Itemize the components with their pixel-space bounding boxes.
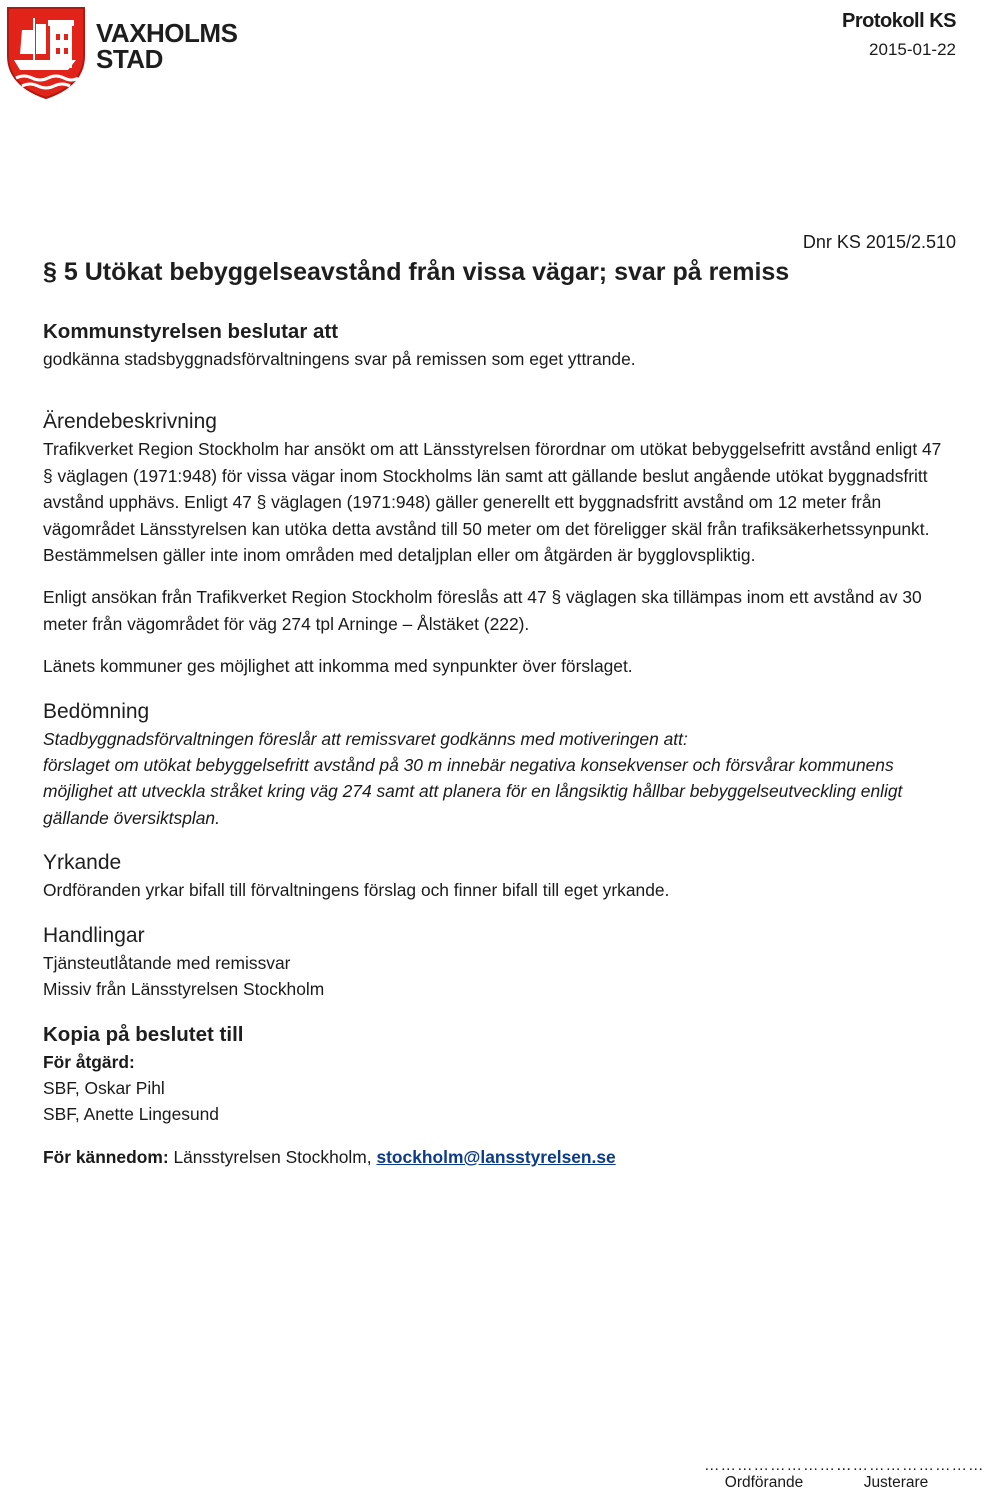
arende-heading: Ärendebeskrivning	[43, 410, 217, 434]
document-type: Protokoll KS	[841, 10, 956, 32]
arende-paragraph-2: Enligt ansökan från Trafikverket Region Stockholm föreslås att 47 § väglagen ska tillämpas inom ett avstånd av 30 meter från vägområdet för väg 274 tpl Arninge – Ålstäket (222).	[43, 587, 922, 634]
signature-role: Justerare	[863, 1474, 929, 1491]
kannedom-label: För kännedom:	[43, 1146, 169, 1167]
signature-line: ………………………	[836, 1457, 985, 1474]
atgard-item: SBF, Oskar Pihl	[43, 1077, 165, 1098]
atgard-label: För åtgärd:	[43, 1051, 135, 1072]
signature-role: Ordförande	[724, 1474, 804, 1491]
coat-of-arms-icon	[4, 4, 88, 100]
yrkande-heading: Yrkande	[43, 851, 122, 875]
kopia-heading: Kopia på beslutet till	[43, 1022, 244, 1046]
arende-paragraph-3: Länets kommuner ges möjlighet att inkomma med synpunkter över förslaget.	[43, 656, 633, 677]
logo-line-1: VAXHOLMS	[96, 18, 238, 48]
decision-text: godkänna stadsbyggnadsförvaltningens svar på remissen som eget yttrande.	[43, 349, 636, 369]
bedomning-heading: Bedömning	[43, 699, 150, 723]
decision-heading: Kommunstyrelsen beslutar att	[43, 320, 339, 343]
atgard-item: SBF, Anette Lingesund	[43, 1104, 219, 1125]
yrkande-text: Ordföranden yrkar bifall till förvaltningens förslag och finner bifall till eget yrkande.	[43, 880, 670, 901]
arende-paragraph-1: Trafikverket Region Stockholm har ansökt om att Länsstyrelsen förordnar om utökat bebyggelsefritt avstånd enligt 47 § väglagen (1971:948) för vissa vägar inom Stockholms län samt att gällande beslut angående utökat byggnadsfritt avstånd upphävs. Enligt 47 § väglagen (1971:948) gäller generellt ett byggnadsfritt avstånd om 12 meter från vägområdet Länsstyrelsen kan utöka detta avstånd till 50 meter om det föreligger skäl från trafiksäkerhetssynpunkt. Bestämmelsen gäller inte inom områden med detaljplan eller om åtgärden är bygglovspliktig.	[43, 439, 942, 566]
bedomning-line-1: Stadbyggnadsförvaltningen föreslår att remissvaret godkänns med motiveringen att:	[43, 728, 688, 749]
section-title: § 5 Utökat bebyggelseavstånd från vissa vägar; svar på remiss	[43, 258, 790, 286]
signature-justerare	[836, 1457, 985, 1493]
signature-line: ………………………	[704, 1457, 853, 1474]
document-date: 2015-01-22	[869, 40, 956, 59]
kannedom-line	[43, 1144, 955, 1170]
handlingar-item: Tjänsteutlåtande med remissvar	[43, 952, 291, 973]
diary-number: Dnr KS 2015/2.510	[802, 232, 956, 252]
document-body	[43, 318, 955, 1170]
kannedom-text: Länsstyrelsen Stockholm,	[168, 1146, 377, 1167]
logo-line-2: STAD	[96, 44, 163, 74]
signature-ordforande	[704, 1457, 853, 1493]
kannedom-email-link[interactable]: stockholm@lansstyrelsen.se	[376, 1146, 616, 1167]
handlingar-heading: Handlingar	[43, 923, 145, 947]
bedomning-line-2: förslaget om utökat bebyggelsefritt avstånd på 30 m innebär negativa konsekvenser och försvårar kommunens möjlighet att utveckla stråket kring väg 274 samt att planera för en långsiktig hållbar bebyggelseutveckling enligt gällande översiktsplan.	[43, 755, 903, 828]
vaxholm-logo	[4, 4, 264, 100]
handlingar-item: Missiv från Länsstyrelsen Stockholm	[43, 979, 325, 1000]
logo-wordmark	[96, 20, 237, 72]
